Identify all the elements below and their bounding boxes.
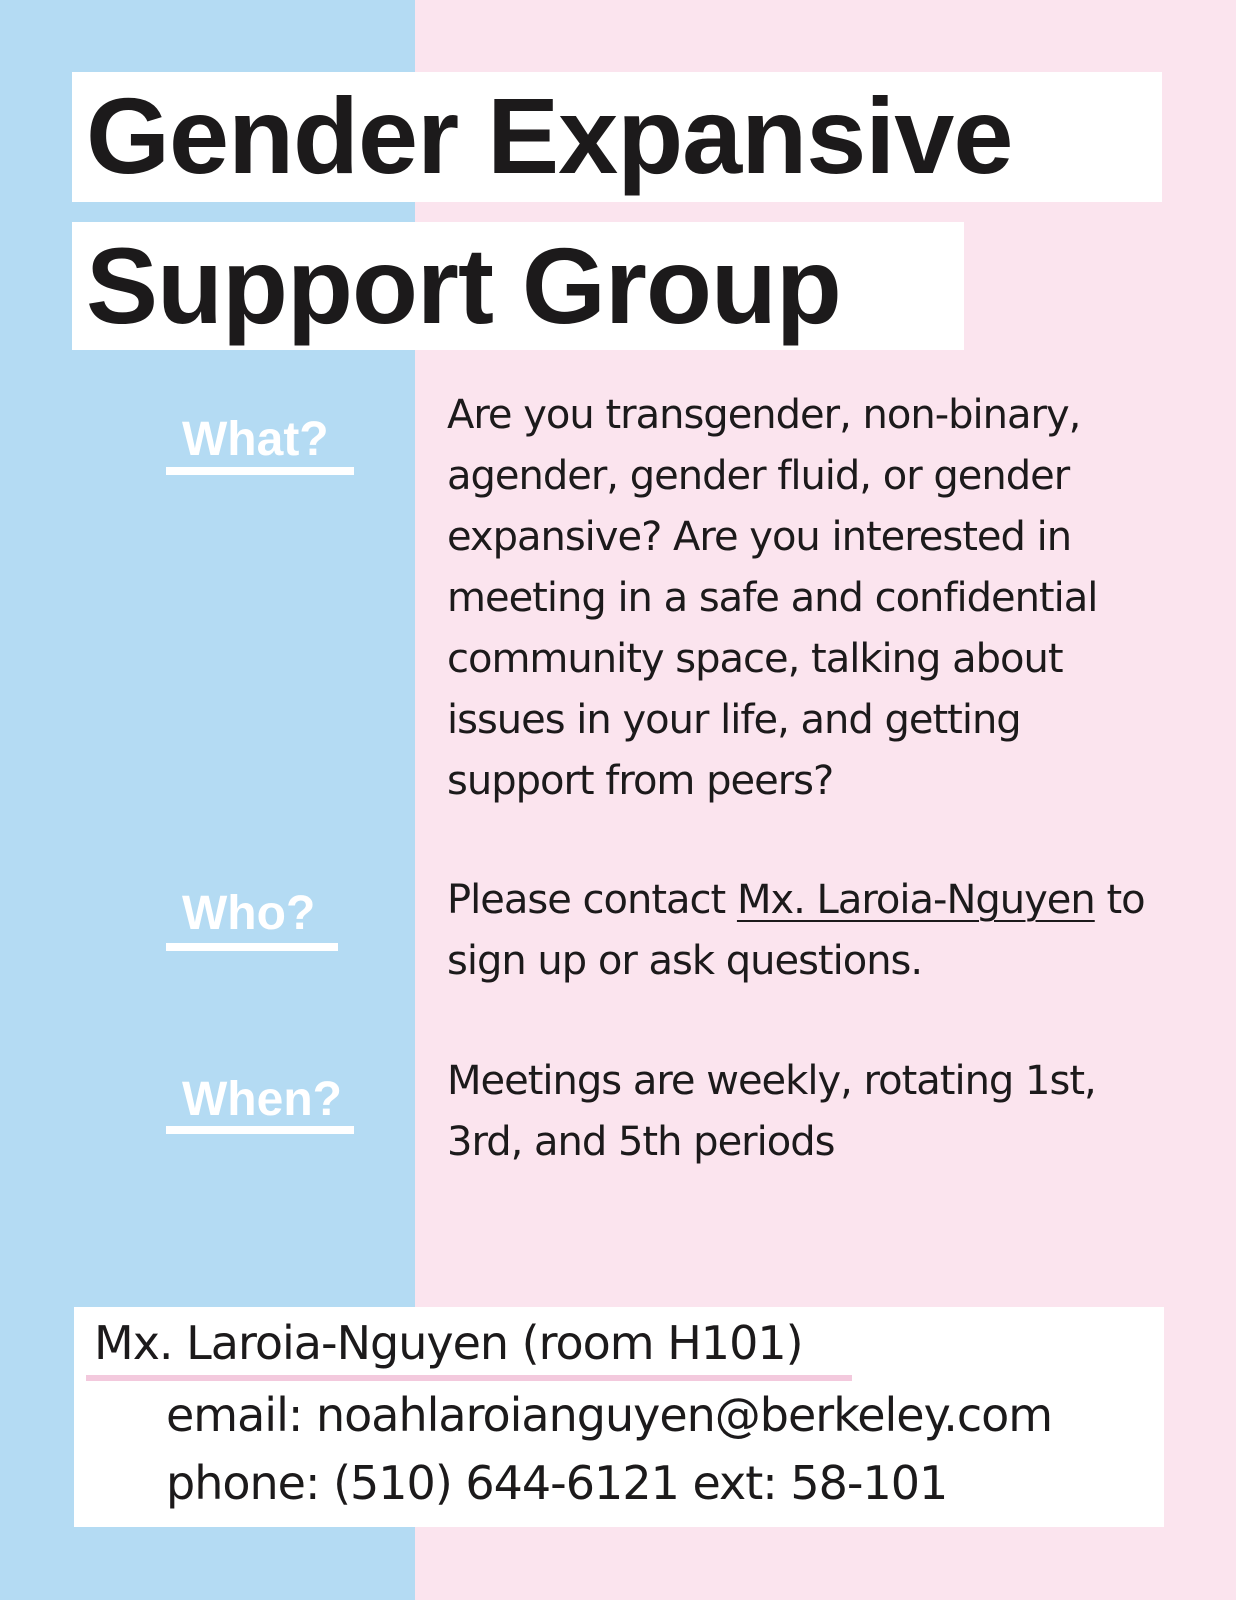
who-text-before: Please contact <box>447 877 726 923</box>
who-label-underline <box>166 943 338 951</box>
who-description <box>447 870 1177 992</box>
what-description: Are you transgender, non-binary, agender, gender fluid, or gender expansive? Are you interested in meeting in a safe and confidential community space, talking about issues in your life, and getting support from peers? <box>447 392 1098 804</box>
contact-phone[interactable]: phone: (510) 644-6121 ext: 58-101 <box>166 1456 948 1510</box>
flyer-title-line-2: Support Group <box>72 222 964 350</box>
when-description: Meetings are weekly, rotating 1st, 3rd, and 5th periods <box>447 1058 1096 1165</box>
contact-name-underline <box>86 1375 852 1381</box>
contact-name-room: Mx. Laroia-Nguyen (room H101) <box>94 1316 803 1370</box>
contact-email[interactable]: email: noahlaroianguyen@berkeley.com <box>166 1388 1053 1442</box>
who-label: Who? <box>182 887 316 940</box>
when-label: When? <box>182 1073 342 1126</box>
contact-info-box <box>74 1307 1164 1527</box>
what-label: What? <box>182 413 329 466</box>
contact-name-link[interactable]: Mx. Laroia-Nguyen <box>736 877 1095 923</box>
when-label-underline <box>166 1126 354 1134</box>
what-label-underline <box>166 467 354 475</box>
flyer-title-line-1: Gender Expansive <box>72 72 1162 202</box>
who-text-after: to sign up or ask questions. <box>447 877 1145 984</box>
